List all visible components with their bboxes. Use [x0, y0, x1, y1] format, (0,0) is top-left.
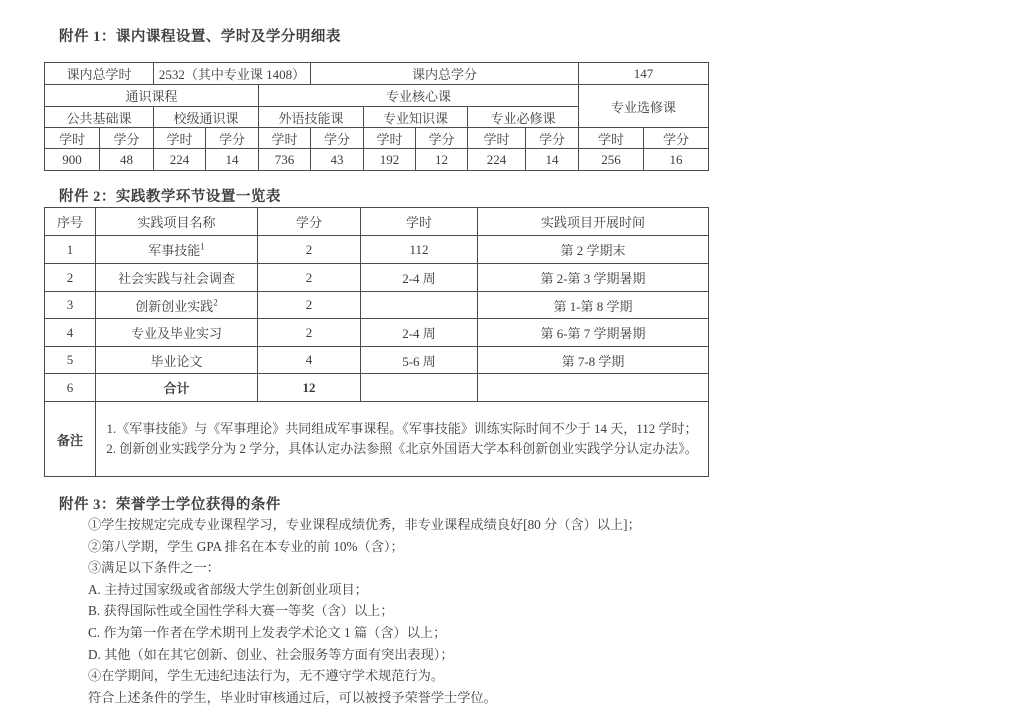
- row-number: 3: [45, 292, 96, 319]
- row-number: 5: [45, 347, 96, 374]
- project-name-text: 社会实践与社会调查: [117, 271, 235, 286]
- attachment3-title: 附件 3：荣誉学士学位获得的条件: [59, 497, 281, 513]
- column-header: 学分: [258, 208, 361, 236]
- category-header: 专业知识课: [364, 107, 468, 128]
- condition-line: 符合上述条件的学生，毕业时审核通过后，可以被授予荣誉学士学位。: [88, 689, 497, 705]
- table-row: [45, 149, 709, 171]
- credits-cell: 2: [258, 319, 361, 347]
- unit-header: 学分: [416, 128, 468, 149]
- unit-header: 学时: [468, 128, 526, 149]
- attachment1-title: 附件 1：课内课程设置、学时及学分明细表: [59, 29, 341, 45]
- hours-cell: 2-4 周: [361, 319, 478, 347]
- credits-cell: 4: [258, 347, 361, 374]
- value-cell: 224: [154, 149, 206, 171]
- column-header: 实践项目开展时间: [478, 208, 709, 236]
- unit-header: 学分: [100, 128, 154, 149]
- value-cell: 48: [100, 149, 154, 171]
- course-hours-credits-table: [44, 62, 709, 171]
- project-name: [96, 319, 258, 347]
- total-credits: 12: [258, 374, 361, 402]
- unit-header: 学时: [579, 128, 644, 149]
- table-row: [45, 347, 709, 374]
- total-hours-value: 2532（其中专业课 1408）: [154, 63, 311, 85]
- unit-header: 学分: [644, 128, 709, 149]
- row-number: 1: [45, 236, 96, 264]
- unit-header: 学时: [45, 128, 100, 149]
- category-header: 外语技能课: [259, 107, 364, 128]
- project-name-text: 毕业论文: [150, 353, 203, 369]
- condition-line: A. 主持过国家级或省部级大学生创新创业项目；: [88, 581, 368, 597]
- time-cell: [478, 374, 709, 402]
- total-credits-value: 147: [579, 63, 709, 85]
- remark-content: [96, 402, 709, 477]
- hours-cell: [361, 292, 478, 319]
- total-row: [45, 374, 709, 402]
- condition-line: C. 作为第一作者在学术期刊上发表学术论文 1 篇（含）以上；: [88, 624, 447, 640]
- table-row: [45, 63, 709, 85]
- remark-line-2: 2. 创新创业实践学分为 2 学分，具体认定办法参照《北京外国语大学本科创新创业实践学分认定办法》。: [106, 441, 698, 456]
- condition-line: B. 获得国际性或全国性学科大赛一等奖（含）以上；: [88, 603, 394, 619]
- hours-cell: [361, 374, 478, 402]
- total-hours-label: 课内总学时: [45, 63, 154, 85]
- time-cell: 第 2-第 3 学期暑期: [478, 264, 709, 292]
- table-row: [45, 128, 709, 149]
- time-cell: 第 7-8 学期: [478, 347, 709, 374]
- value-cell: 256: [579, 149, 644, 171]
- total-credits-label: 课内总学分: [311, 63, 579, 85]
- project-name: [96, 236, 258, 264]
- unit-header: 学分: [206, 128, 259, 149]
- unit-header: 学分: [311, 128, 364, 149]
- table-header-row: [45, 208, 709, 236]
- category-header: 公共基础课: [45, 107, 154, 128]
- table-row: [45, 236, 709, 264]
- row-number: 6: [45, 374, 96, 402]
- time-cell: 第 1-第 8 学期: [478, 292, 709, 319]
- time-cell: 第 6-第 7 学期暑期: [478, 319, 709, 347]
- value-cell: 192: [364, 149, 416, 171]
- row-number: 4: [45, 319, 96, 347]
- category-header: 专业必修课: [468, 107, 579, 128]
- column-header: 学时: [361, 208, 478, 236]
- credits-cell: 2: [258, 236, 361, 264]
- hours-cell: 2-4 周: [361, 264, 478, 292]
- value-cell: 224: [468, 149, 526, 171]
- table-row: [45, 85, 709, 107]
- condition-line: ④在学期间，学生无违纪违法行为，无不遵守学术规范行为。: [88, 668, 445, 684]
- attachment2-title: 附件 2：实践教学环节设置一览表: [59, 189, 281, 205]
- elective-courses-header: 专业选修课: [579, 85, 709, 128]
- general-courses-header: 通识课程: [45, 85, 259, 107]
- project-name: [96, 347, 258, 374]
- condition-line: ①学生按规定完成专业课程学习，专业课程成绩优秀，非专业课程成绩良好[80 分（含）以上]；: [88, 517, 641, 532]
- unit-header: 学时: [259, 128, 311, 149]
- unit-header: 学时: [154, 128, 206, 149]
- condition-line: ②第八学期，学生 GPA 排名在本专业的前 10%（含）；: [88, 538, 404, 554]
- value-cell: 736: [259, 149, 311, 171]
- project-name-text: 创新创业实践: [135, 298, 214, 314]
- unit-header: 学分: [526, 128, 579, 149]
- project-name-text: 军事技能: [148, 243, 201, 258]
- condition-line: D. 其他（如在其它创新、创业、社会服务等方面有突出表现）；: [88, 646, 454, 662]
- row-number: 2: [45, 264, 96, 292]
- value-cell: 43: [311, 149, 364, 171]
- column-header: 实践项目名称: [96, 208, 258, 236]
- hours-cell: 5-6 周: [361, 347, 478, 374]
- table-row: [45, 292, 709, 319]
- project-name: [96, 264, 258, 292]
- remark-line-1: 1.《军事技能》与《军事理论》共同组成军事课程。《军事技能》训练实际时间不少于 14 天，112 学时；: [106, 421, 698, 436]
- unit-header: 学时: [364, 128, 416, 149]
- footnote-marker: 1: [200, 241, 205, 252]
- value-cell: 14: [526, 149, 579, 171]
- hours-cell: 112: [361, 236, 478, 264]
- core-courses-header: 专业核心课: [259, 85, 579, 107]
- credits-cell: 2: [258, 264, 361, 292]
- remark-row: [45, 402, 709, 477]
- total-label: 合计: [96, 374, 258, 402]
- category-header: 校级通识课: [154, 107, 259, 128]
- table-row: [45, 264, 709, 292]
- project-name: [96, 292, 258, 319]
- remark-label: 备注: [45, 402, 96, 477]
- value-cell: 16: [644, 149, 709, 171]
- time-cell: 第 2 学期末: [478, 236, 709, 264]
- value-cell: 12: [416, 149, 468, 171]
- credits-cell: 2: [258, 292, 361, 319]
- value-cell: 900: [45, 149, 100, 171]
- table-row: [45, 319, 709, 347]
- footnote-marker: 2: [213, 297, 218, 308]
- condition-line: ③满足以下条件之一：: [88, 560, 220, 576]
- honors-degree-conditions: [88, 514, 768, 708]
- value-cell: 14: [206, 149, 259, 171]
- practice-teaching-table: [44, 207, 709, 477]
- project-name-text: 专业及毕业实习: [130, 326, 222, 341]
- column-header: 序号: [45, 208, 96, 236]
